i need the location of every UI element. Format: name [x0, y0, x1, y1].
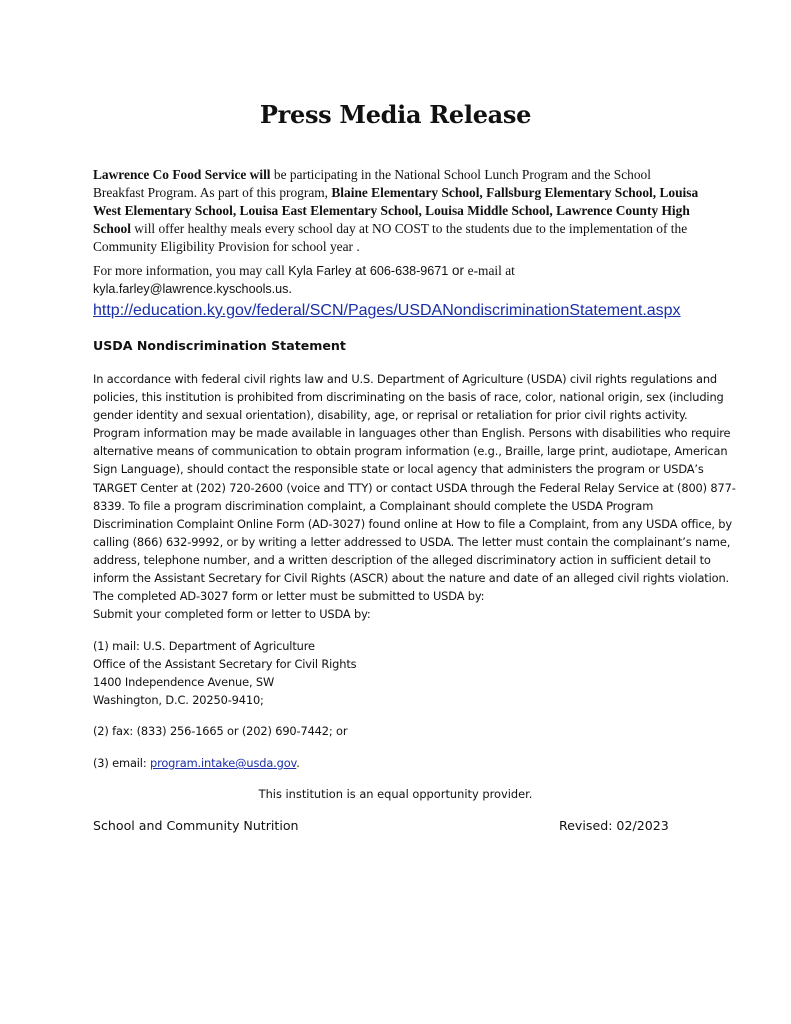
organization-name: Lawrence Co Food Service will — [93, 167, 271, 182]
contact-prefix: For more information, you may call — [93, 263, 289, 278]
page-title: Press Media Release — [259, 100, 532, 129]
email-prefix: (3) email: — [93, 756, 150, 770]
email-suffix: . — [296, 756, 300, 770]
school-list: Blaine Elementary School, Fallsburg Elementary School, Louisa West Elementary School, Louisa East Elementary School, Louisa Middle School, Lawrence County High School — [93, 185, 699, 236]
statement-line: address, telephone number, and a written description of the alleged discriminatory action in sufficient detail to — [93, 552, 711, 567]
intro-text-2: will offer healthy meals every school day at NO COST to the students due to the implementation of the Community Eligibility Provision for school year . — [93, 221, 688, 254]
contact-suffix: . — [288, 281, 292, 296]
statement-line: alternative means of communication to obtain program information (e.g., Braille, large print, audiotape, American — [93, 444, 728, 459]
statement-line: Sign Language), should contact the responsible state or local agency that administers the program or USDA’s — [93, 462, 704, 477]
contact-at: at — [351, 263, 370, 278]
email-line — [93, 754, 703, 772]
section-heading: USDA Nondiscrimination Statement — [93, 338, 346, 353]
fax-line: (2) fax: (833) 256-1665 or (202) 690-7442; or — [93, 724, 348, 738]
intro-paragraph — [93, 166, 703, 256]
nondiscrimination-statement — [93, 370, 736, 623]
address-line: (1) mail: U.S. Department of Agriculture — [93, 639, 315, 653]
statement-line: gender identity and sexual orientation), disability, age, or reprisal or retaliation for prior civil rights activity. — [93, 408, 688, 423]
address-line: Office of the Assistant Secretary for Civil Rights — [93, 657, 357, 672]
intro-text-1: be participating in the National School Lunch Program and the School Breakfast Program. As part of this program, — [93, 167, 651, 200]
statement-line: inform the Assistant Secretary for Civil Rights (ASCR) about the nature and date of an alleged civil rights violation. — [93, 571, 729, 586]
address-line: Washington, D.C. 20250-9410; — [93, 693, 264, 708]
statement-line: 8339. To file a program discrimination complaint, a Complainant should complete the USDA Program — [93, 498, 654, 513]
usda-nondiscrimination-link[interactable]: http://education.ky.gov/federal/SCN/Pages/USDANondiscriminationStatement.aspx — [93, 302, 681, 319]
statement-line: Discrimination Complaint Online Form (AD-3027) found online at How to file a Complaint, from any USDA office, by — [93, 516, 732, 531]
statement-line: calling (866) 632-9992, or by writing a letter addressed to USDA. The letter must contain the complainant’s name, — [93, 534, 731, 549]
equal-opportunity-statement: This institution is an equal opportunity provider. — [258, 787, 533, 801]
statement-line: Submit your completed form or letter to USDA by: — [93, 607, 371, 622]
statement-line: TARGET Center at (202) 720-2600 (voice and TTY) or contact USDA through the Federal Relay Service at (800) 877- — [93, 480, 736, 495]
statement-line: policies, this institution is prohibited from discriminating on the basis of race, color, national origin, sex (including — [93, 390, 724, 405]
contact-name: Kyla Farley — [288, 264, 352, 278]
contact-paragraph — [93, 262, 703, 298]
contact-phone: 606-638-9671 — [369, 264, 449, 278]
statement-line: In accordance with federal civil rights law and U.S. Department of Agriculture (USDA) civil rights regulations and — [93, 372, 717, 386]
footer-organization: School and Community Nutrition — [93, 818, 299, 833]
mail-address — [93, 637, 703, 709]
statement-line: Program information may be made available in languages other than English. Persons with disabilities who require — [93, 426, 731, 441]
statement-line: The completed AD-3027 form or letter must be submitted to USDA by: — [93, 589, 485, 604]
address-line: 1400 Independence Avenue, SW — [93, 675, 275, 690]
footer-revision-date: Revised: 02/2023 — [559, 818, 669, 833]
usda-email-link[interactable]: program.intake@usda.gov — [149, 756, 297, 770]
contact-or: or — [448, 263, 468, 278]
contact-email-prefix: e-mail at — [467, 263, 515, 278]
contact-email: kyla.farley@lawrence.kyschools.us — [93, 282, 289, 296]
